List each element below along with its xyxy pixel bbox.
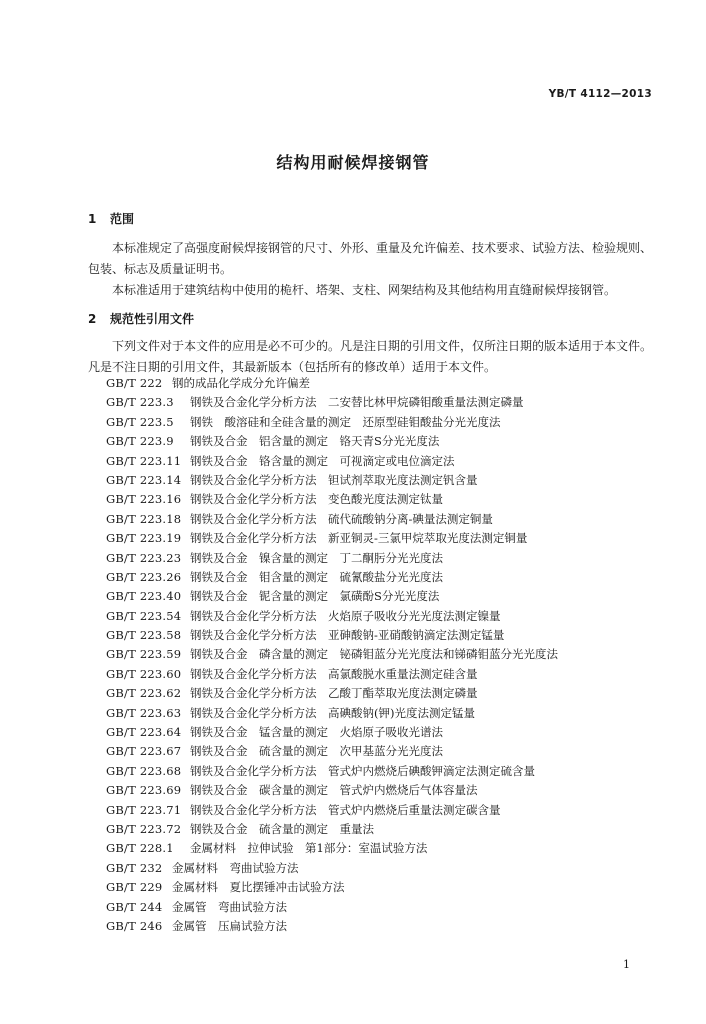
- scope-paragraph-2: [88, 280, 654, 301]
- reference-item: [106, 878, 558, 897]
- reference-code: GB/T 228.1: [106, 841, 174, 856]
- reference-item: [106, 665, 558, 684]
- reference-title: 金属管 压扁试验方法: [172, 918, 287, 933]
- reference-title: 钢的成品化学成分允许偏差: [172, 376, 310, 390]
- reference-item: [106, 801, 558, 820]
- section-1-number: 1: [88, 212, 97, 226]
- reference-item: [106, 781, 558, 800]
- reference-code: GB/T 229: [106, 880, 163, 895]
- reference-title: 钢铁及合金化学分析方法 硫代硫酸钠分离-碘量法测定铜量: [190, 511, 493, 526]
- reference-item: [106, 549, 558, 568]
- reference-item: [106, 626, 558, 645]
- reference-title: 钢铁及合金 铝含量的测定 铬天青S分光光度法: [190, 434, 440, 449]
- document-title: 结构用耐候焊接钢管: [276, 153, 430, 172]
- reference-code: GB/T 223.72: [106, 821, 182, 836]
- reference-item: [106, 374, 558, 393]
- references-intro: [88, 336, 654, 378]
- reference-code: GB/T 223.69: [106, 783, 182, 798]
- reference-item: [106, 587, 558, 606]
- reference-title: 金属材料 弯曲试验方法: [172, 860, 299, 875]
- reference-title: 钢铁及合金化学分析方法 火焰原子吸收分光光度法测定镍量: [190, 608, 501, 623]
- reference-title: 钢铁及合金 钼含量的测定 硫氰酸盐分光光度法: [190, 569, 443, 584]
- reference-title: 钢铁及合金化学分析方法 变色酸光度法测定钛量: [190, 492, 443, 507]
- reference-title: 钢铁及合金化学分析方法 管式炉内燃烧后重量法测定碳含量: [190, 802, 501, 817]
- reference-item: [106, 684, 558, 703]
- reference-code: GB/T 223.19: [106, 531, 182, 546]
- section-2-title: 规范性引用文件: [110, 312, 195, 326]
- reference-item: [106, 820, 558, 839]
- reference-title: 钢铁及合金化学分析方法 亚砷酸钠-亚硝酸钠滴定法测定锰量: [190, 628, 505, 643]
- reference-item: [106, 645, 558, 664]
- standard-code: YB/T 4112—2013: [548, 88, 652, 100]
- section-1-heading: [88, 210, 134, 227]
- section-2-heading: [88, 310, 194, 327]
- reference-title: 钢铁及合金 铌含量的测定 氯磺酚S分光光度法: [190, 589, 440, 604]
- reference-code: GB/T 223.23: [106, 550, 182, 565]
- reference-code: GB/T 223.3: [106, 395, 174, 410]
- reference-title: 钢铁及合金化学分析方法 高氯酸脱水重量法测定硅含量: [190, 666, 478, 681]
- reference-item: [106, 490, 558, 509]
- reference-title: 钢铁及合金 硫含量的测定 重量法: [190, 821, 374, 836]
- reference-item: [106, 393, 558, 412]
- reference-title: 钢铁及合金化学分析方法 乙酸丁酯萃取光度法测定磷量: [190, 686, 478, 701]
- reference-title: 钢铁及合金 锰含量的测定 火焰原子吸收光谱法: [190, 725, 443, 740]
- reference-item: [106, 471, 558, 490]
- scope-paragraph-1-text: 本标准规定了高强度耐候焊接钢管的尺寸、外形、重量及允许偏差、技术要求、试验方法、检验规则、包装、标志及质量证明书。: [88, 241, 653, 276]
- reference-code: GB/T 223.63: [106, 705, 182, 720]
- page-number: 1: [623, 958, 630, 971]
- reference-code: GB/T 223.5: [106, 414, 174, 429]
- reference-title: 钢铁及合金 磷含量的测定 铋磷钼蓝分光光度法和锑磷钼蓝分光光度法: [190, 647, 558, 662]
- reference-code: GB/T 223.14: [106, 472, 182, 487]
- reference-title: 钢铁及合金化学分析方法 钽试剂萃取光度法测定钒含量: [190, 472, 478, 487]
- references-intro-text: 下列文件对于本文件的应用是必不可少的。凡是注日期的引用文件，仅所注日期的版本适用于本文件。凡是不注日期的引用文件，其最新版本（包括所有的修改单）适用于本文件。: [88, 339, 653, 374]
- scope-paragraph-2-text: 本标准适用于建筑结构中使用的桅杆、塔架、支柱、网架结构及其他结构用直缝耐候焊接钢管。: [112, 283, 617, 297]
- reference-code: GB/T 223.58: [106, 628, 182, 643]
- reference-code: GB/T 223.71: [106, 802, 182, 817]
- reference-item: [106, 607, 558, 626]
- reference-title: 钢铁及合金化学分析方法 管式炉内燃烧后碘酸钾滴定法测定硫含量: [190, 763, 535, 778]
- reference-title: 钢铁及合金 硫含量的测定 次甲基蓝分光光度法: [190, 744, 443, 759]
- reference-item: [106, 413, 558, 432]
- reference-title: 钢铁及合金化学分析方法 二安替比林甲烷磷钼酸重量法测定磷量: [190, 395, 524, 410]
- reference-title: 钢铁及合金化学分析方法 新亚铜灵-三氯甲烷萃取光度法测定铜量: [190, 531, 528, 546]
- reference-list: [106, 374, 558, 936]
- reference-item: [106, 510, 558, 529]
- reference-item: [106, 568, 558, 587]
- reference-code: GB/T 223.64: [106, 725, 182, 740]
- reference-code: GB/T 223.40: [106, 589, 182, 604]
- reference-item: [106, 529, 558, 548]
- reference-code: GB/T 223.62: [106, 686, 182, 701]
- reference-item: [106, 917, 558, 936]
- reference-title: 金属材料 拉伸试验 第1部分：室温试验方法: [190, 841, 428, 856]
- reference-code: GB/T 223.26: [106, 569, 182, 584]
- reference-title: 金属管 弯曲试验方法: [172, 899, 287, 914]
- reference-code: GB/T 223.18: [106, 511, 182, 526]
- reference-title: 钢铁及合金 镍含量的测定 丁二酮肟分光光度法: [190, 550, 443, 565]
- reference-title: 钢铁 酸溶硅和全硅含量的测定 还原型硅钼酸盐分光光度法: [190, 414, 501, 429]
- reference-item: [106, 452, 558, 471]
- reference-item: [106, 762, 558, 781]
- reference-item: [106, 839, 558, 858]
- reference-code: GB/T 223.11: [106, 453, 182, 468]
- section-1-title: 范围: [110, 212, 135, 226]
- reference-code: GB/T 246: [106, 918, 163, 933]
- reference-code: GB/T 223.59: [106, 647, 182, 662]
- reference-item: [106, 723, 558, 742]
- reference-code: GB/T 223.68: [106, 763, 182, 778]
- scope-paragraph-1: [88, 238, 654, 280]
- reference-item: [106, 898, 558, 917]
- reference-title: 钢铁及合金 铬含量的测定 可视滴定或电位滴定法: [190, 453, 455, 468]
- section-2-number: 2: [88, 312, 97, 326]
- reference-code: GB/T 223.16: [106, 492, 182, 507]
- reference-code: GB/T 232: [106, 860, 163, 875]
- reference-title: 钢铁及合金 碳含量的测定 管式炉内燃烧后气体容量法: [190, 783, 478, 798]
- reference-item: [106, 704, 558, 723]
- reference-code: GB/T 222: [106, 376, 163, 390]
- reference-item: [106, 742, 558, 761]
- reference-code: GB/T 244: [106, 899, 163, 914]
- reference-item: [106, 432, 558, 451]
- reference-code: GB/T 223.54: [106, 608, 182, 623]
- reference-title: 金属材料 夏比摆锤冲击试验方法: [172, 880, 345, 895]
- reference-title: 钢铁及合金化学分析方法 高碘酸钠(钾)光度法测定锰量: [190, 705, 475, 720]
- reference-code: GB/T 223.60: [106, 666, 182, 681]
- reference-item: [106, 859, 558, 878]
- reference-code: GB/T 223.9: [106, 434, 174, 449]
- reference-code: GB/T 223.67: [106, 744, 182, 759]
